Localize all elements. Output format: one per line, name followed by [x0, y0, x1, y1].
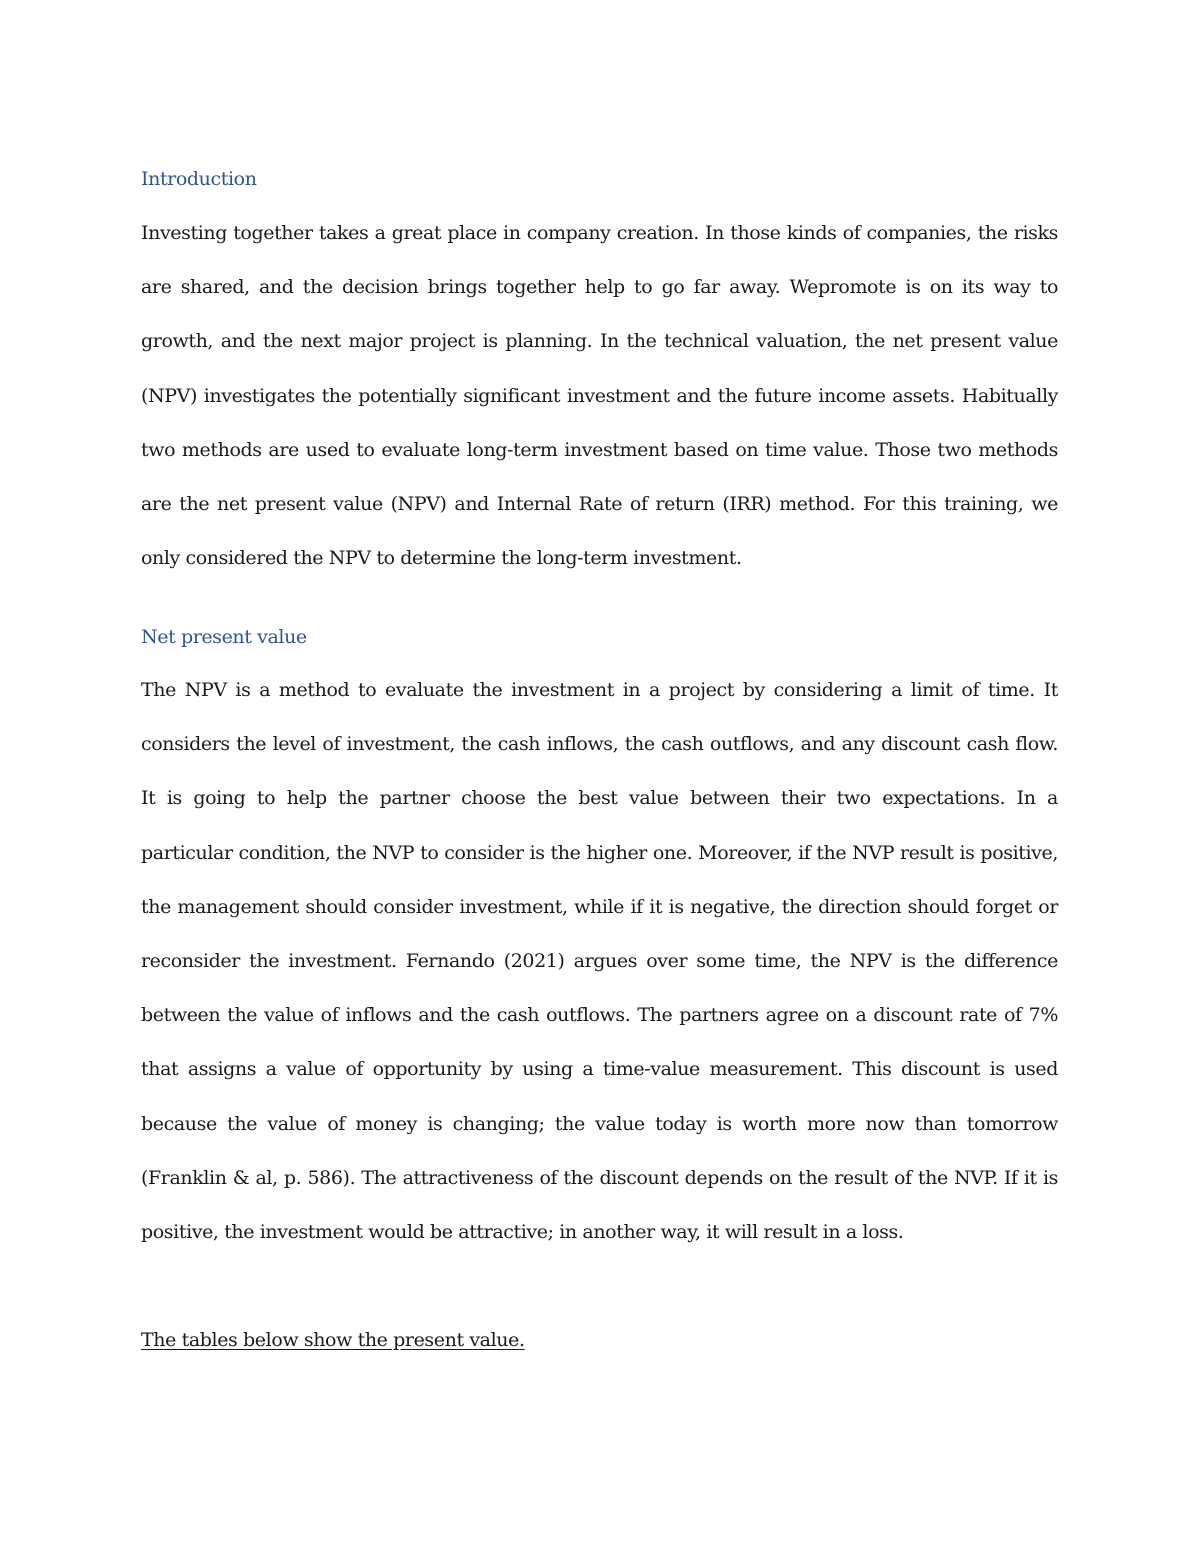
tables-caption: The tables below show the present value. — [141, 1329, 525, 1351]
introduction-heading: Introduction — [141, 168, 257, 190]
net-present-value-paragraph: The NPV is a method to evaluate the investment in a project by considering a limit of time. It considers the level of investment, the cash inflows, the cash outflows, and any discount cash flow. It is going to help the partner choose the best value between their two expectations. In a particular condition, the NVP to consider is the higher one. Moreover, if the NVP result is positive, the management should consider investment, while if it is negative, the direction should forget or reconsider the investment. Fernando (2021) argues over some time, the NPV is the difference between the value of inflows and the cash outflows. The partners agree on a discount rate of 7% that assigns a value of opportunity by using a time-value measurement. This discount is used because the value of money is changing; the value today is worth more now than tomorrow (Franklin & al, p. 586). The attractiveness of the discount depends on the result of the NVP. If it is positive, the investment would be attractive; in another way, it will result in a loss. — [141, 679, 1058, 1244]
net-present-value-heading: Net present value — [141, 626, 307, 648]
introduction-paragraph: Investing together takes a great place in company creation. In those kinds of companies, the risks are shared, and the decision brings together help to go far away. Wepromote is on its way to growth, and the next major project is planning. In the technical valuation, the net present value (NPV) investigates the potentially significant investment and the future income assets. Habitually two methods are used to evaluate long-term investment based on time value. Those two methods are the net present value (NPV) and Internal Rate of return (IRR) method. For this training, we only considered the NPV to determine the long-term investment. — [141, 222, 1058, 570]
